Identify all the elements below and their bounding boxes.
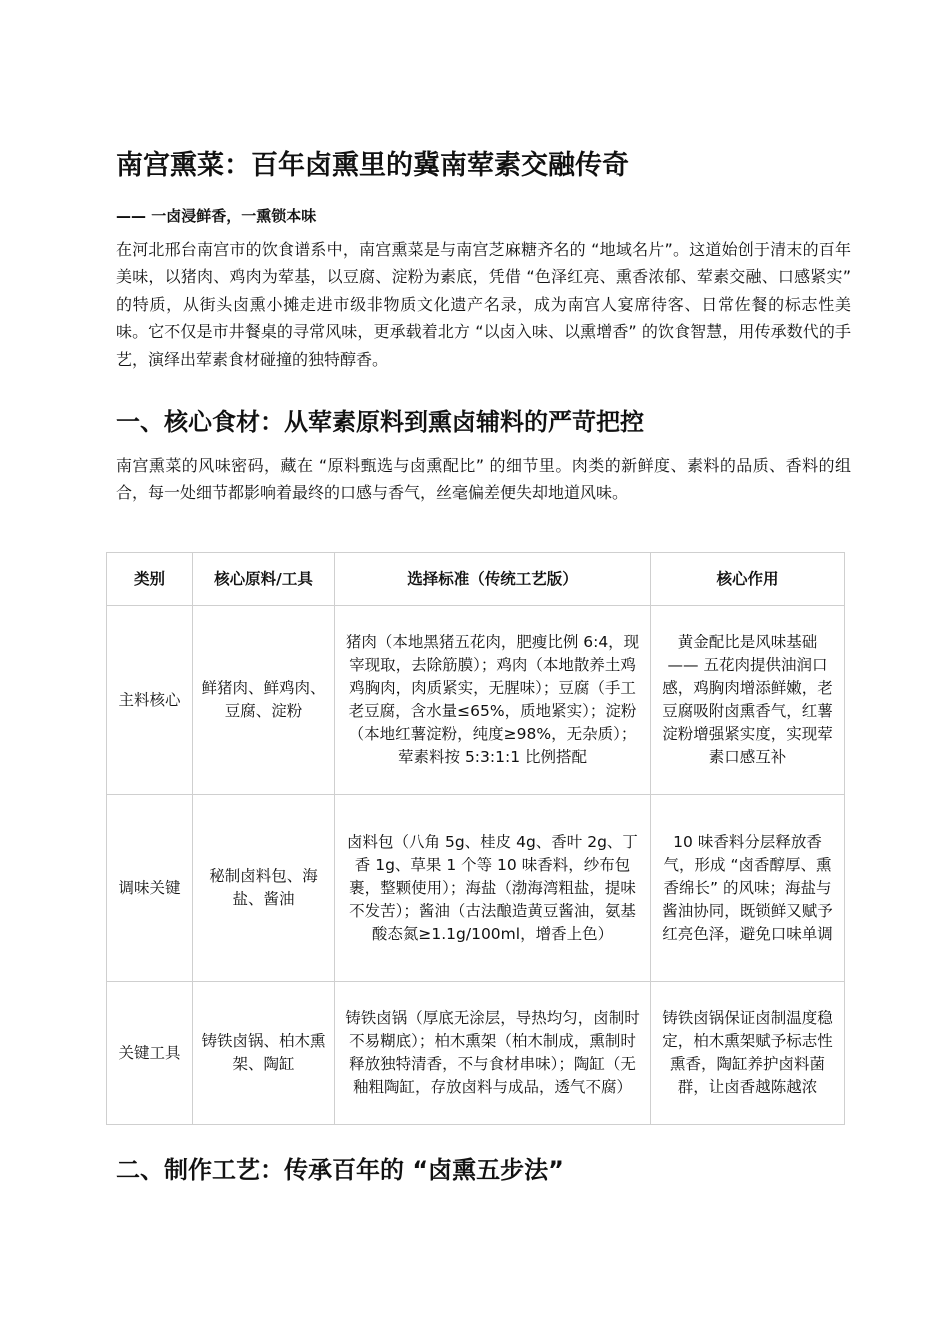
standard-cell: 铸铁卤锅（厚底无涂层，导热均匀，卤制时不易糊底）；柏木熏架（柏木制成，熏制时释放独特清香，不与食材串味）；陶缸（无釉粗陶缸，存放卤料与成品，透气不腐） — [335, 982, 651, 1125]
ingredients-table — [106, 552, 845, 1125]
table-row — [107, 982, 845, 1125]
standard-cell: 猪肉（本地黑猪五花肉，肥瘦比例 6:4，现宰现取，去除筋膜）；鸡肉（本地散养土鸡鸡胸肉，肉质紧实，无腥味）；豆腐（手工老豆腐，含水量≤65%，质地紧实）；淀粉（本地红薯淀粉，纯度≥98%，无杂质）；荤素料按 5:3:1:1 比例搭配 — [335, 606, 651, 795]
intro-paragraph: 在河北邢台南宫市的饮食谱系中，南宫熏菜是与南宫芝麻糖齐名的 “地域名片”。这道始创于清末的百年美味，以猪肉、鸡肉为荤基，以豆腐、淀粉为素底，凭借 “色泽红亮、熏香浓郁、荤素交融、口感紧实” 的特质，从街头卤熏小摊走进市级非物质文化遗产名录，成为南宫人宴席待客、日常佐餐的标志性美味。它不仅是市井餐桌的寻常风味，更承载着北方 “以卤入味、以熏增香” 的饮食智慧，用传承数代的手艺，演绎出荤素食材碰撞的独特醇香。 — [116, 240, 851, 369]
table-row — [107, 795, 845, 982]
materials-cell: 秘制卤料包、海盐、酱油 — [193, 795, 335, 982]
section-2-heading: 二、制作工艺：传承百年的 “卤熏五步法” — [116, 1156, 564, 1184]
section-1-heading: 一、核心食材：从荤素原料到熏卤辅料的严苛把控 — [116, 408, 644, 436]
section-1-paragraph: 南宫熏菜的风味密码，藏在 “原料甄选与卤熏配比” 的细节里。肉类的新鲜度、素料的品质、香料的组合，每一处细节都影响着最终的口感与香气，丝毫偏差便失却地道风味。 — [116, 456, 851, 503]
table-header-cell: 类别 — [107, 553, 193, 606]
table-row — [107, 606, 845, 795]
category-cell: 调味关键 — [107, 795, 193, 982]
page-title: 南宫熏菜：百年卤熏里的冀南荤素交融传奇 — [116, 150, 629, 181]
table-header-cell: 核心原料/工具 — [193, 553, 335, 606]
table-header-cell: 选择标准（传统工艺版） — [335, 553, 651, 606]
table-header-cell: 核心作用 — [651, 553, 845, 606]
role-cell: 铸铁卤锅保证卤制温度稳定，柏木熏架赋予标志性熏香，陶缸养护卤料菌群，让卤香越陈越浓 — [651, 982, 845, 1125]
materials-cell: 铸铁卤锅、柏木熏架、陶缸 — [193, 982, 335, 1125]
materials-cell: 鲜猪肉、鲜鸡肉、豆腐、淀粉 — [193, 606, 335, 795]
role-cell: 10 味香料分层释放香气，形成 “卤香醇厚、熏香绵长” 的风味；海盐与酱油协同，既锁鲜又赋予红亮色泽，避免口味单调 — [651, 795, 845, 982]
category-cell: 主料核心 — [107, 606, 193, 795]
page-subtitle: —— 一卤浸鲜香，一熏锁本味 — [116, 207, 317, 225]
standard-cell: 卤料包（八角 5g、桂皮 4g、香叶 2g、丁香 1g、草果 1 个等 10 味香料，纱布包裹，整颗使用）；海盐（渤海湾粗盐，提味不发苦）；酱油（古法酿造黄豆酱油，氨基酸态氮≥1.1g/100ml，增香上色） — [335, 795, 651, 982]
table-header-row — [107, 553, 845, 606]
category-cell: 关键工具 — [107, 982, 193, 1125]
role-cell: 黄金配比是风味基础 —— 五花肉提供油润口感，鸡胸肉增添鲜嫩，老豆腐吸附卤熏香气，红薯淀粉增强紧实度，实现荤素口感互补 — [651, 606, 845, 795]
